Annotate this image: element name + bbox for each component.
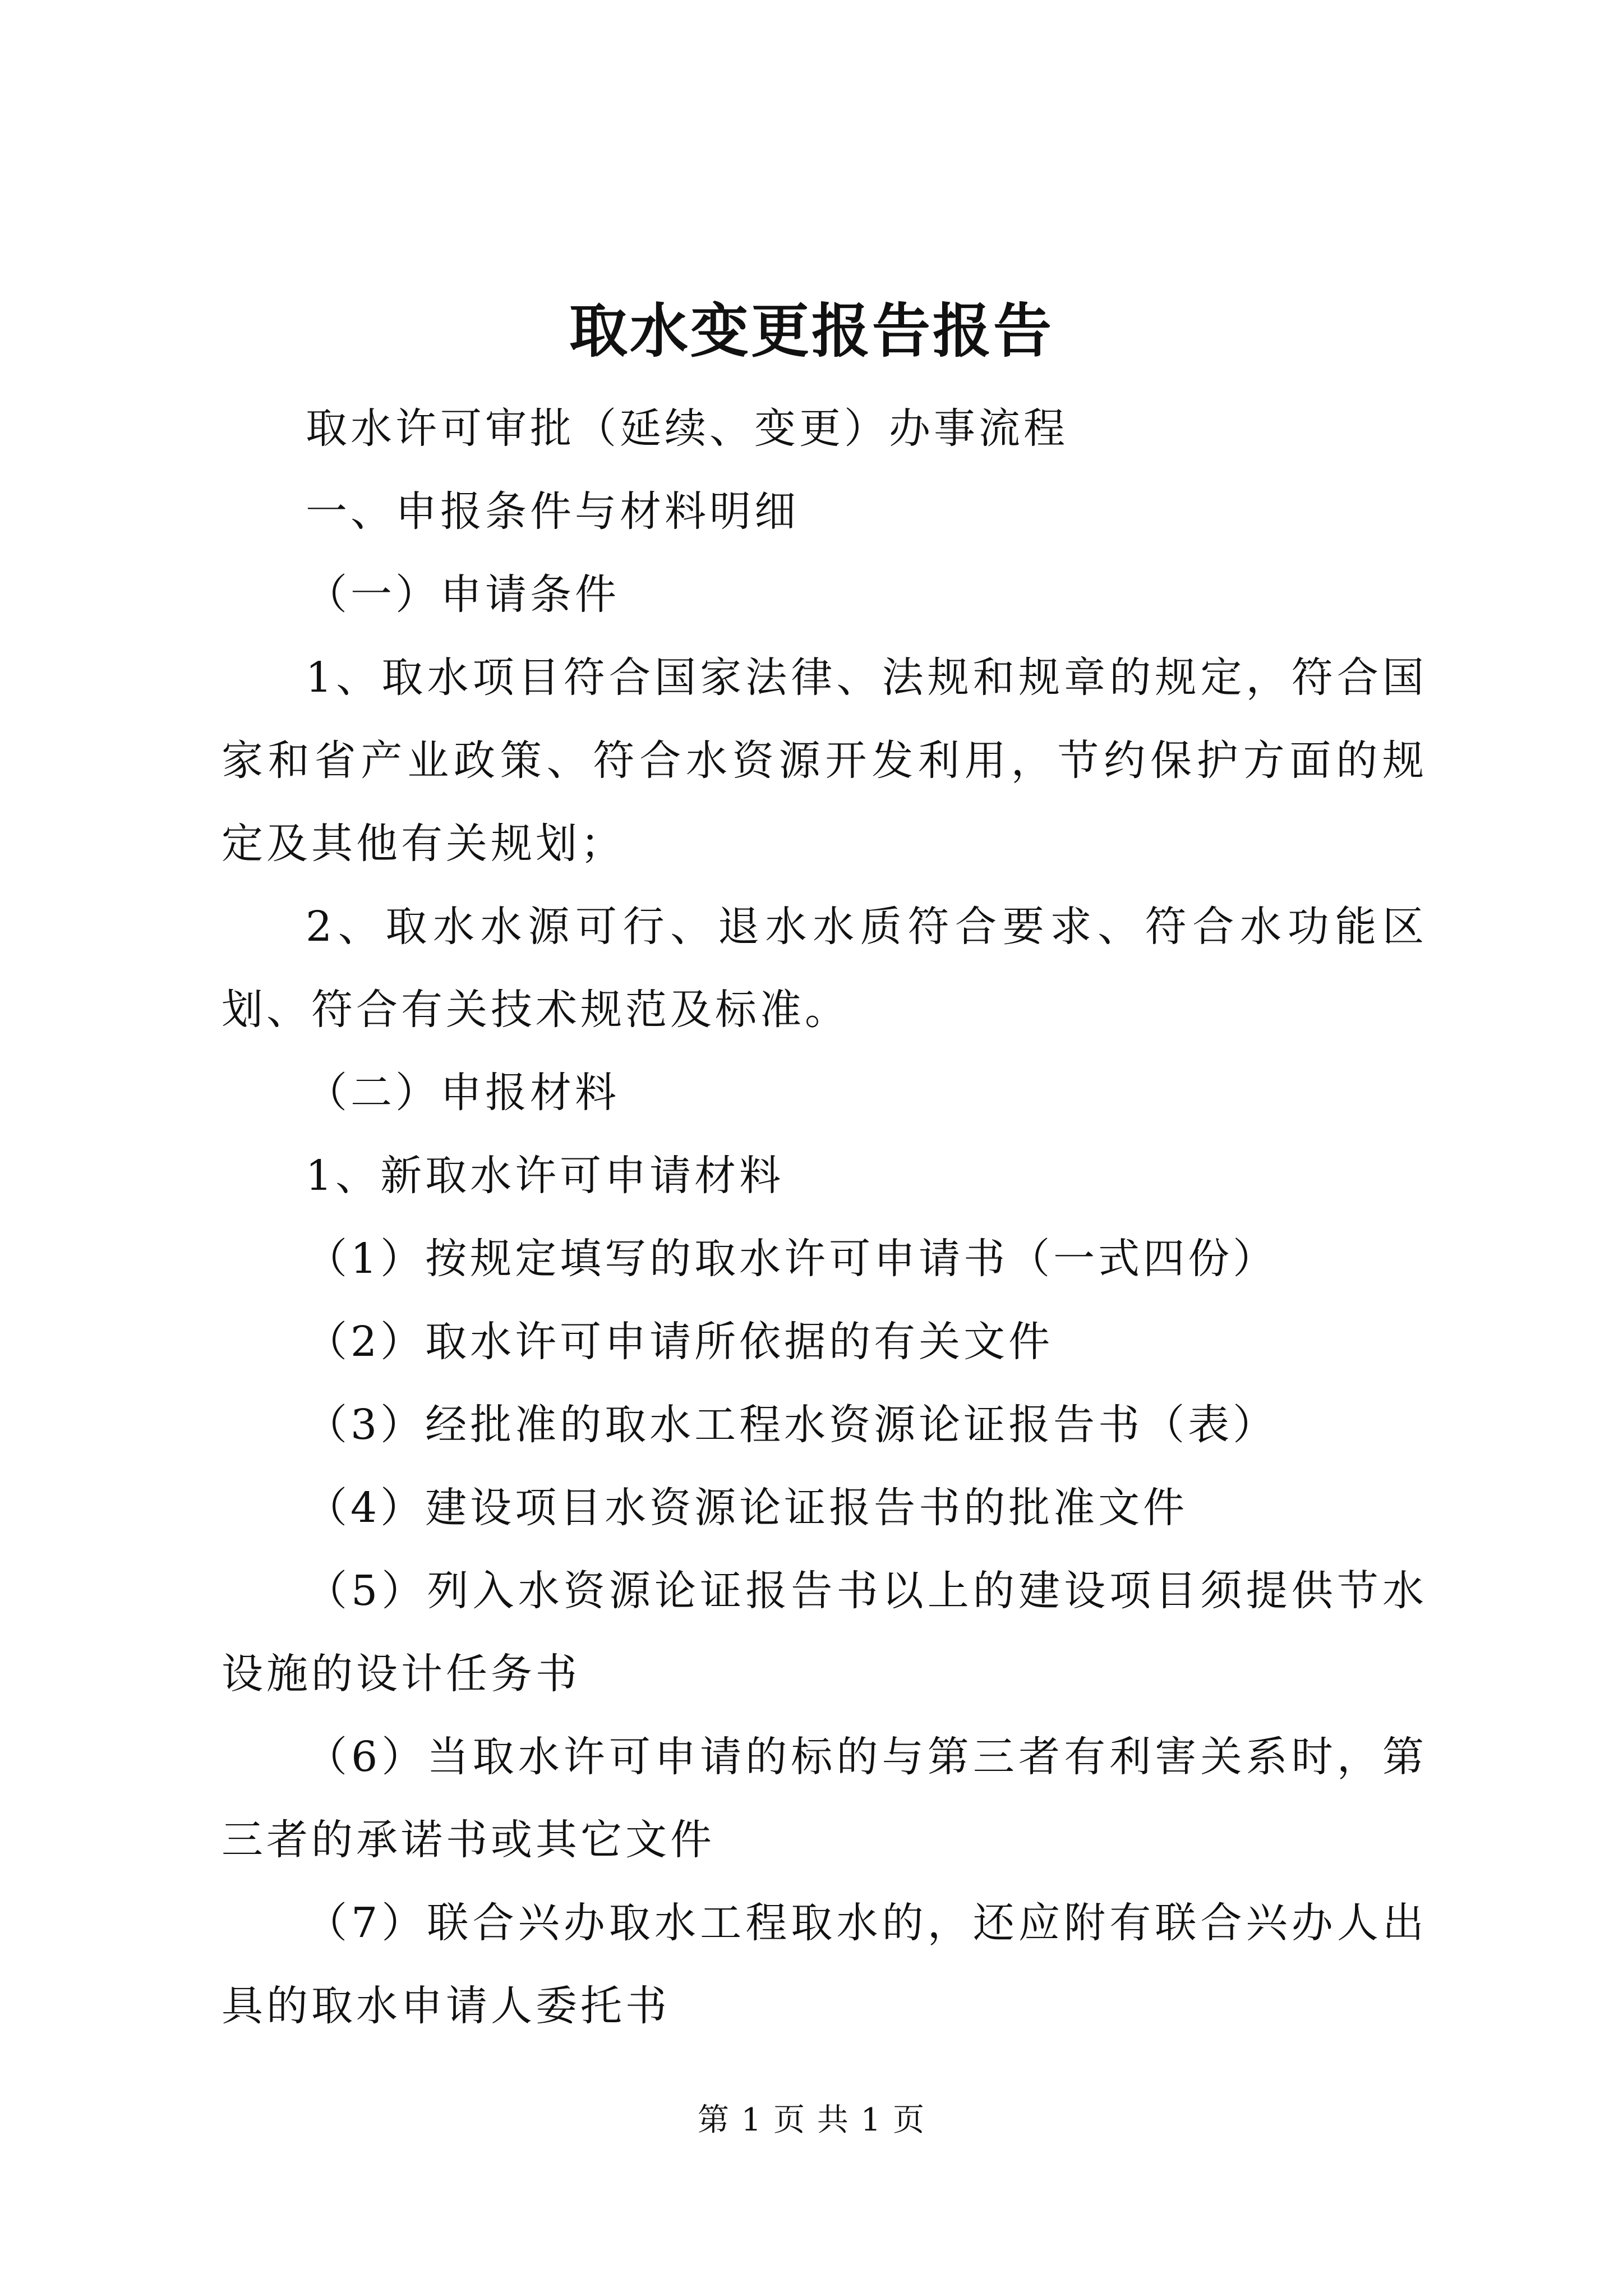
section-heading-conditions-materials: 一、申报条件与材料明细 bbox=[306, 487, 799, 536]
page-footer: 第 1 页 共 1 页 bbox=[697, 2102, 926, 2138]
material-item-1: （1）按规定填写的取水许可申请书（一式四份） bbox=[306, 1235, 1278, 1283]
paragraph-process-heading: 取水许可审批（延续、变更）办事流程 bbox=[306, 404, 1068, 453]
material-item-6: （6）当取水许可申请的标的与第三者有利害关系时，第三者的承诺书或其它文件 bbox=[222, 1733, 1427, 1864]
condition-item-2: 2、取水水源可行、退水水质符合要求、符合水功能区划、符合有关技术规范及标准。 bbox=[222, 903, 1427, 1034]
subsection-heading-conditions: （一）申请条件 bbox=[306, 570, 620, 619]
condition-item-1: 1、取水项目符合国家法律、法规和规章的规定，符合国家和省产业政策、符合水资源开发利用，节约保护方面的规定及其他有关规划； bbox=[222, 654, 1427, 868]
subsection-heading-materials: （二）申报材料 bbox=[306, 1069, 620, 1117]
material-item-5: （5）列入水资源论证报告书以上的建设项目须提供节水设施的设计任务书 bbox=[222, 1567, 1427, 1698]
material-item-7: （7）联合兴办取水工程取水的，还应附有联合兴办人出具的取水申请人委托书 bbox=[222, 1899, 1427, 2030]
material-item-3: （3）经批准的取水工程水资源论证报告书（表） bbox=[306, 1401, 1278, 1449]
materials-heading-new-permit: 1、新取水许可申请材料 bbox=[306, 1152, 785, 1200]
document-title: 取水变更报告报告 bbox=[569, 296, 1054, 365]
material-item-2: （2）取水许可申请所依据的有关文件 bbox=[306, 1318, 1054, 1366]
document-body bbox=[222, 387, 1427, 2047]
material-item-4: （4）建设项目水资源论证报告书的批准文件 bbox=[306, 1484, 1188, 1532]
